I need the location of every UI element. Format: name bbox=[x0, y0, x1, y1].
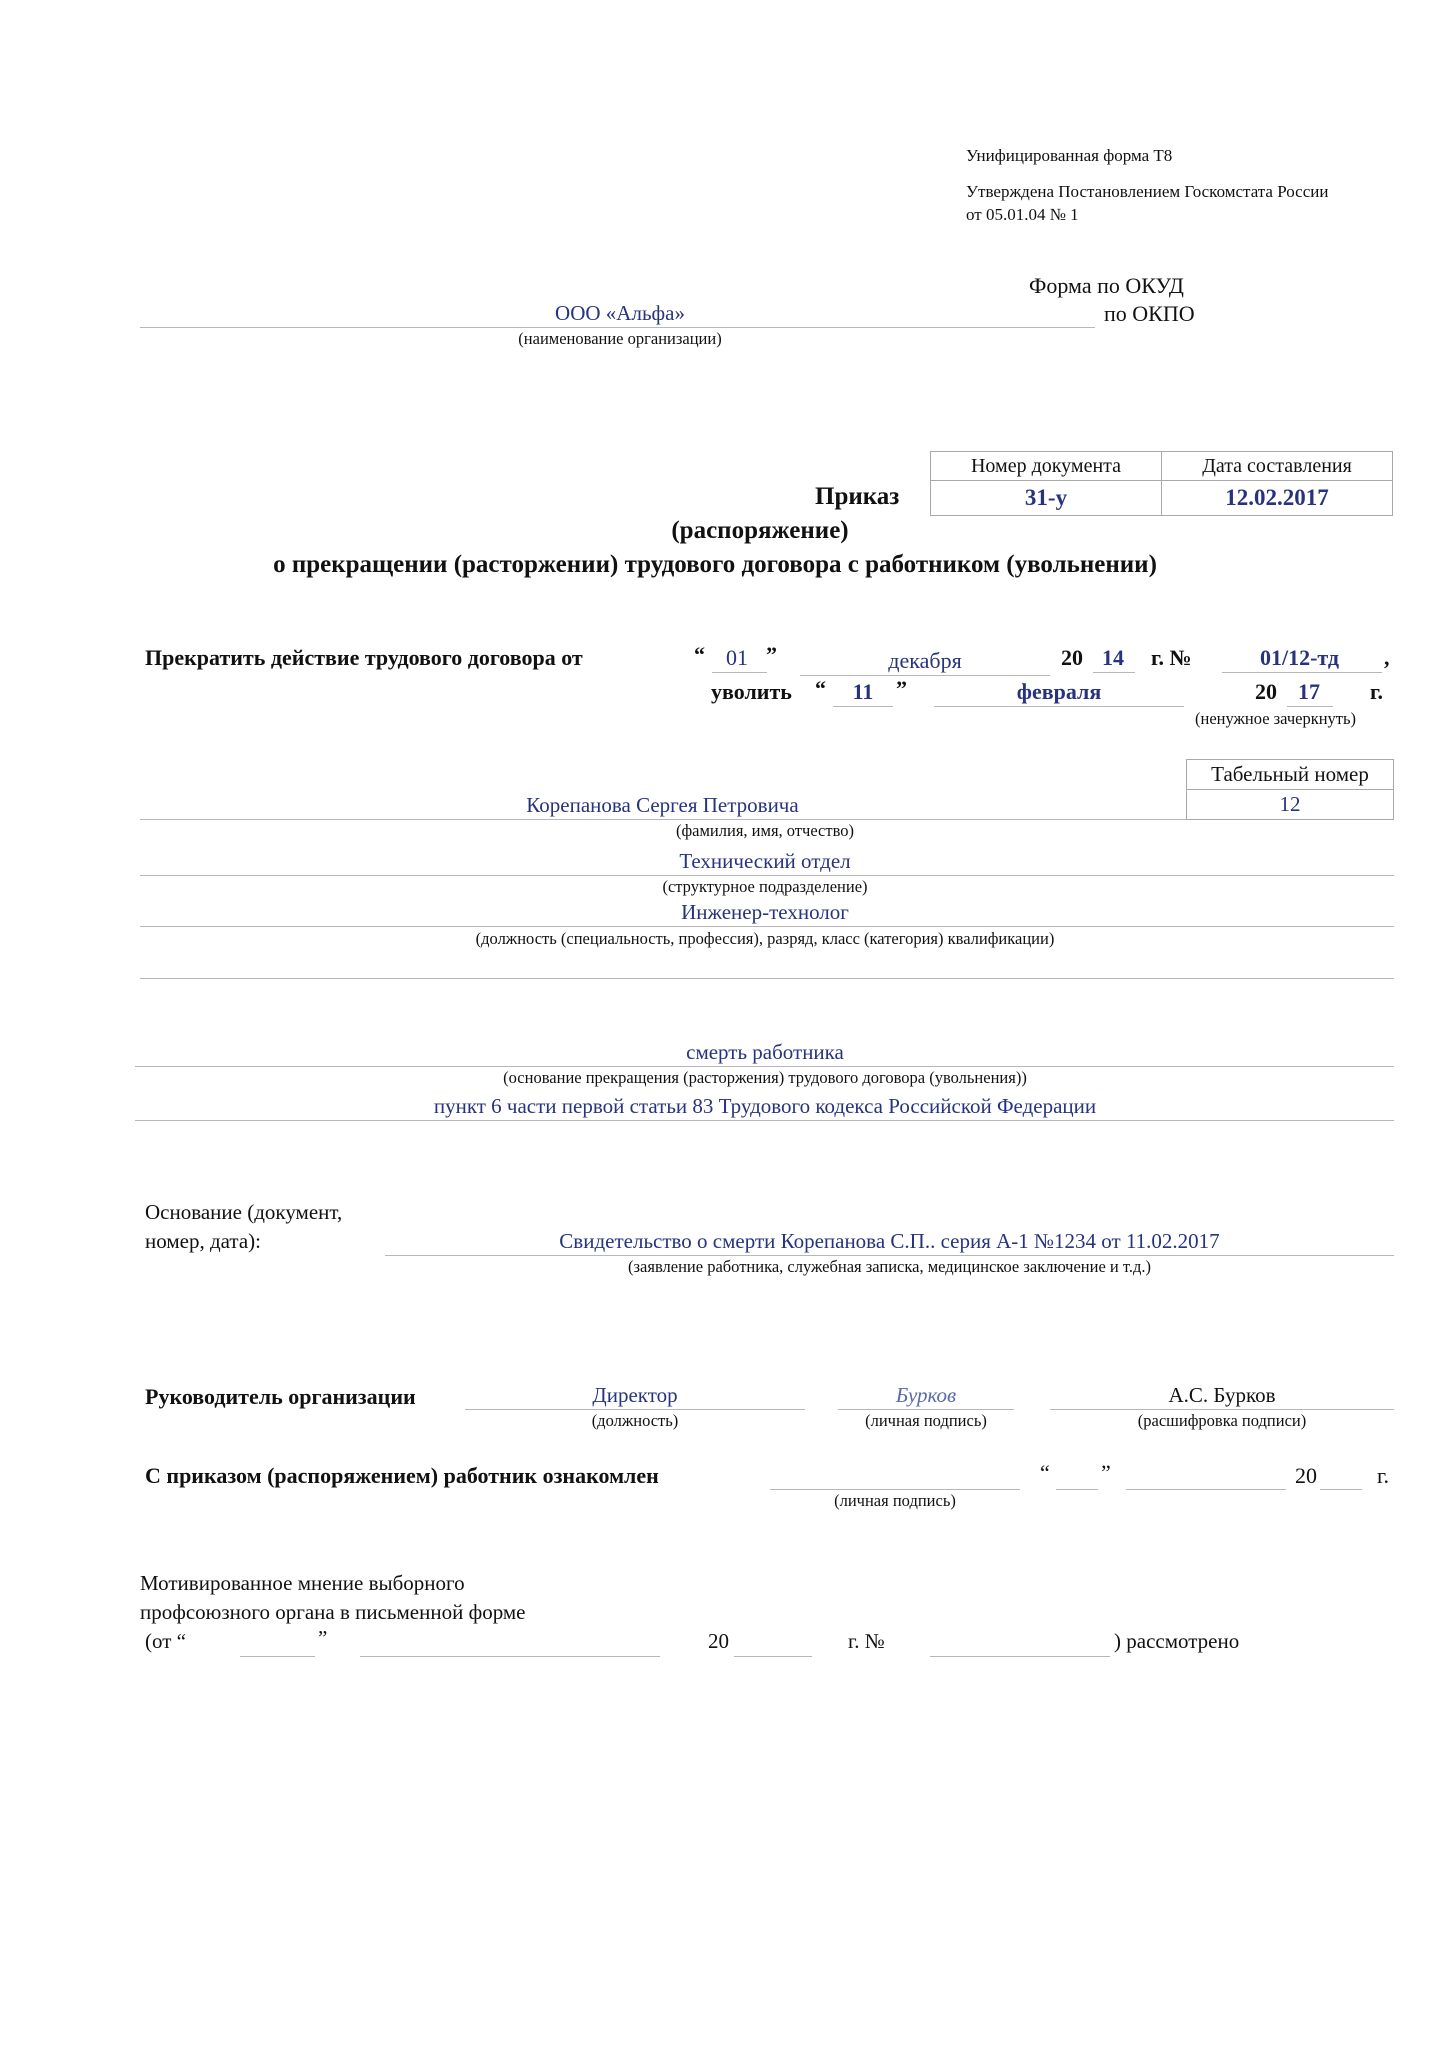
legal-basis: пункт 6 части первой статьи 83 Трудового кодекса Российской Федерации bbox=[433, 1094, 1097, 1118]
dismiss-month: февраля bbox=[1016, 679, 1102, 704]
union-year-line bbox=[734, 1656, 812, 1657]
union-from-label: (от “ bbox=[145, 1629, 186, 1653]
basis-value-line bbox=[385, 1255, 1394, 1256]
doc-number-value: 31-у bbox=[930, 480, 1162, 516]
terminate-number: 01/12-тд bbox=[1259, 645, 1340, 670]
ack-month-line bbox=[1126, 1489, 1286, 1490]
cross-out-note: (ненужное зачеркнуть) bbox=[1195, 709, 1357, 728]
title-instruction: (распоряжение) bbox=[671, 517, 849, 544]
position-extra-line bbox=[140, 978, 1394, 979]
position: Инженер-технолог bbox=[681, 900, 849, 924]
reason-text: смерть работника bbox=[686, 1040, 844, 1064]
union-line-2: профсоюзного органа в письменной форме bbox=[140, 1600, 526, 1624]
employee-name: Корепанова Сергея Петровича bbox=[526, 793, 799, 817]
terminate-number-line bbox=[1222, 672, 1382, 673]
union-considered: ) рассмотрено bbox=[1114, 1629, 1240, 1653]
terminate-open-quote: “ bbox=[694, 642, 705, 667]
dismiss-label: уволить bbox=[711, 679, 792, 704]
ack-year-suffix: г. bbox=[1377, 1463, 1390, 1488]
dismiss-day-line bbox=[833, 706, 893, 707]
department-line bbox=[140, 875, 1394, 876]
dismiss-month-line bbox=[934, 706, 1184, 707]
tab-number-header: Табельный номер bbox=[1186, 759, 1394, 790]
title-order: Приказ bbox=[815, 483, 900, 510]
terminate-number-label: г. № bbox=[1151, 645, 1192, 670]
approved-line-1: Утверждена Постановлением Госкомстата России bbox=[966, 182, 1329, 201]
employee-name-caption: (фамилия, имя, отчество) bbox=[675, 821, 855, 840]
reason-caption: (основание прекращения (расторжения) трудового договора (увольнения)) bbox=[503, 1068, 1027, 1087]
form-name: Унифицированная форма Т8 bbox=[966, 146, 1173, 165]
ack-close-quote: ” bbox=[1101, 1460, 1111, 1485]
ack-year-line bbox=[1320, 1489, 1362, 1490]
okud-label: Форма по ОКУД bbox=[1029, 273, 1184, 298]
terminate-year: 14 bbox=[1102, 645, 1124, 670]
dismiss-close-quote: ” bbox=[896, 676, 907, 701]
tab-number-value: 12 bbox=[1186, 789, 1394, 820]
head-decoded-line bbox=[1050, 1409, 1394, 1410]
basis-label-2: номер, дата): bbox=[145, 1229, 261, 1253]
department-caption: (структурное подразделение) bbox=[662, 877, 868, 896]
position-line bbox=[140, 926, 1394, 927]
head-decoded: А.С. Бурков bbox=[1168, 1383, 1276, 1407]
head-signature-caption: (личная подпись) bbox=[865, 1411, 987, 1430]
ack-year-prefix: 20 bbox=[1295, 1463, 1317, 1488]
union-year-prefix: 20 bbox=[708, 1629, 729, 1653]
reason-line bbox=[135, 1066, 1394, 1067]
ack-day-line bbox=[1056, 1489, 1098, 1490]
terminate-label: Прекратить действие трудового договора от bbox=[145, 645, 583, 670]
dismiss-day: 11 bbox=[852, 679, 874, 704]
head-position: Директор bbox=[592, 1383, 678, 1407]
union-number-line bbox=[930, 1656, 1110, 1657]
position-caption: (должность (специальность, профессия), разряд, класс (категория) квалификации) bbox=[475, 929, 1055, 948]
title-subject: о прекращении (расторжении) трудового договора с работником (увольнении) bbox=[273, 551, 1157, 578]
head-position-caption: (должность) bbox=[591, 1411, 679, 1430]
head-signature-line bbox=[838, 1409, 1014, 1410]
union-line-1: Мотивированное мнение выборного bbox=[140, 1571, 465, 1595]
org-name-line bbox=[140, 327, 1095, 328]
terminate-close-quote: ” bbox=[766, 642, 777, 667]
okpo-label: по ОКПО bbox=[1104, 301, 1195, 326]
basis-caption: (заявление работника, служебная записка, медицинское заключение и т.д.) bbox=[628, 1257, 1151, 1276]
terminate-year-line bbox=[1093, 672, 1135, 673]
basis-label-1: Основание (документ, bbox=[145, 1200, 343, 1224]
legal-basis-line bbox=[135, 1120, 1394, 1121]
terminate-month: декабря bbox=[888, 648, 962, 673]
terminate-day-line bbox=[712, 672, 767, 673]
doc-number-header: Номер документа bbox=[930, 451, 1162, 481]
union-close-quote: ” bbox=[318, 1626, 328, 1650]
union-day-line bbox=[240, 1656, 315, 1657]
dismiss-year: 17 bbox=[1298, 679, 1320, 704]
ack-signature-caption: (личная подпись) bbox=[834, 1491, 956, 1510]
basis-value: Свидетельство о смерти Корепанова С.П.. серия А-1 №1234 от 11.02.2017 bbox=[559, 1229, 1220, 1253]
head-position-line bbox=[465, 1409, 805, 1410]
employee-name-line bbox=[140, 819, 1186, 820]
head-signature: Бурков bbox=[895, 1383, 957, 1407]
dismiss-year-suffix: г. bbox=[1370, 679, 1384, 704]
union-month-line bbox=[360, 1656, 660, 1657]
doc-date-header: Дата составления bbox=[1161, 451, 1393, 481]
terminate-day: 01 bbox=[726, 645, 748, 670]
department: Технический отдел bbox=[679, 849, 851, 873]
doc-date-value: 12.02.2017 bbox=[1161, 480, 1393, 516]
dismiss-year-prefix: 20 bbox=[1255, 679, 1277, 704]
terminate-comma: , bbox=[1384, 645, 1390, 670]
ack-label: С приказом (распоряжением) работник ознакомлен bbox=[145, 1463, 659, 1488]
terminate-year-prefix: 20 bbox=[1061, 645, 1083, 670]
terminate-month-line bbox=[800, 675, 1050, 676]
org-name: ООО «Альфа» bbox=[555, 301, 685, 325]
org-name-caption: (наименование организации) bbox=[518, 329, 722, 348]
ack-signature-line bbox=[770, 1489, 1020, 1490]
dismiss-year-line bbox=[1287, 706, 1333, 707]
dismiss-open-quote: “ bbox=[815, 676, 826, 701]
ack-open-quote: “ bbox=[1040, 1460, 1050, 1485]
head-label: Руководитель организации bbox=[145, 1384, 416, 1409]
approved-line-2: от 05.01.04 № 1 bbox=[966, 205, 1079, 224]
head-decoded-caption: (расшифровка подписи) bbox=[1137, 1411, 1307, 1430]
union-number-label: г. № bbox=[848, 1629, 885, 1653]
